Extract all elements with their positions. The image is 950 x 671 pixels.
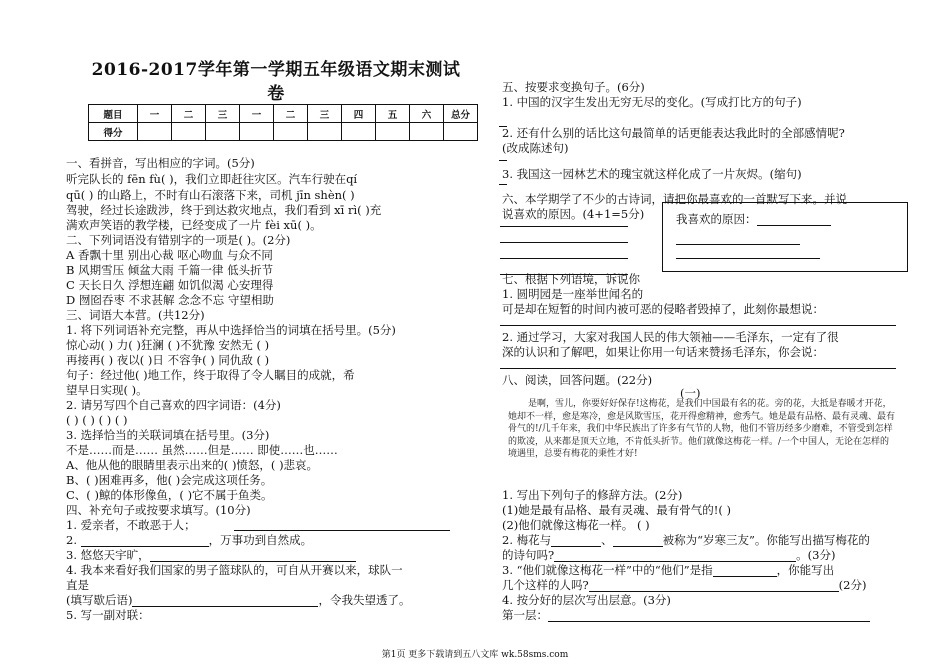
right-line: 七、根据下列语境，诉说你: [502, 272, 640, 286]
score-cell: 一: [138, 105, 172, 123]
score-cell: 三: [206, 105, 240, 123]
left-line: 1. 将下列词语补充完整，再从中选择恰当的词填在括号里。(5分): [66, 323, 396, 337]
score-cell: 五: [376, 105, 410, 123]
answer-line[interactable]: [500, 368, 896, 369]
left-line: 直是: [66, 578, 89, 592]
reason-line[interactable]: [676, 258, 820, 259]
exam-title: [70, 58, 482, 106]
left-line: 再接再( ) 夜以( )日 不容争( ) 同仇敌 ( ): [66, 353, 270, 367]
right-fill: 、: [601, 533, 613, 547]
right-fill: 被称为“岁寒三友”。你能写出描写梅花的: [662, 533, 870, 547]
left-line: D 囫囵吞枣 不求甚解 念念不忘 守望相助: [66, 293, 274, 307]
answer-line[interactable]: [234, 530, 450, 531]
right-line: [502, 533, 870, 547]
poem-line[interactable]: [500, 226, 628, 227]
right-line: 说喜欢的原因。(4+1=5分): [502, 207, 645, 221]
left-line: C、( )鲸的体形像鱼，( )它不属于鱼类。: [66, 488, 273, 502]
right-line: 六、本学期学了不少的古诗词，请把你最喜欢的一首默写下来。并说: [502, 192, 847, 206]
box-label: 我喜欢的原因：: [676, 212, 757, 226]
left-line: A、他从他的眼睛里表示出来的( )愤怒，( )悲哀。: [66, 458, 319, 472]
left-line: 二、下列词语没有错别字的一项是( )。(2分): [66, 233, 291, 247]
page-footer: 第1页 更多下载请到五八文库 wk.58sms.com: [381, 650, 569, 660]
answer-blank[interactable]: [81, 535, 209, 547]
left-line: 4. 我本来看好我们国家的男子篮球队的，可自从开赛以来，球队一: [66, 563, 403, 577]
answer-blank[interactable]: [713, 565, 777, 577]
right-line: (2)他们就像这梅花一样。 ( ): [502, 518, 650, 532]
score-cell: 一: [240, 105, 274, 123]
score-cell: 总分: [444, 105, 478, 123]
score-input-cell[interactable]: [240, 123, 274, 141]
left-line: 句子：经过他( )地工作，终于取得了令人瞩目的成就，希: [66, 368, 355, 382]
right-fill: ，你能写出: [776, 563, 835, 577]
title-line-2: 卷: [267, 84, 285, 104]
right-line: [502, 563, 834, 577]
left-line: B、( )困难再多，他( )会完成这项任务。: [66, 473, 273, 487]
left-line: 5. 写一副对联：: [66, 608, 150, 622]
left-line: ( ) ( ) ( ) ( ): [66, 413, 128, 427]
right-line: 2. 通过学习，大家对我国人民的伟大领袖——毛泽东，一定有了很: [502, 330, 839, 344]
left-line: 1. 爱亲者，不敢恶于人；: [66, 518, 196, 532]
right-line: 4. 按分好的层次写出层意。(3分): [502, 593, 671, 607]
title-line-1: 2016-2017学年第一学期五年级语文期末测试: [91, 60, 461, 80]
reading-passage: 是啊，雪儿，你要好好保存!这梅花，是我们中国最有名的花。旁的花，大抵是春暖才开花，她却不一样，愈是寒冷，愈是风欺雪压，花开得愈精神，愈秀气。她是最有品格、最有灵魂、最有骨气的!/几千年来，我们中华民族出了许多有气节的人物，他们不管历经多少磨难，不管受到怎样的欺凌，从来都是顶天立地，不肯低头折节。他们就像这梅花一样。/一个中国人，无论在怎样的境遇里，总要有梅花的秉性才好!: [508, 399, 896, 459]
score-input-cell[interactable]: [308, 123, 342, 141]
answer-line[interactable]: [499, 160, 507, 161]
left-line: B 风期雪压 倾盆大雨 千篇一律 低头折节: [66, 263, 274, 277]
score-row-label: 得分: [89, 123, 138, 141]
score-cell: 题目: [89, 105, 138, 123]
left-line-text: (填写歇后语): [66, 593, 133, 607]
left-line: 惊心动( ) 力( )狂澜 ( )不犹豫 安然无 ( ): [66, 338, 270, 352]
right-line: 可是却在短暂的时间内被可恶的侵略者毁掉了，此刻你最想说：: [502, 302, 824, 316]
answer-line[interactable]: [500, 325, 896, 326]
left-line: C 天长日久 浮想连翩 如饥似渴 心安理得: [66, 278, 274, 292]
right-line: 五、按要求变换句子。(6分): [502, 80, 645, 94]
left-line: 满欢声笑语的教学楼，已经变成了一片 fèi xū( )。: [66, 218, 322, 232]
right-line-text: 的诗句吗?: [502, 548, 555, 562]
right-line: (1)她是最有品格、最有灵魂、最有骨气的!( ): [502, 503, 732, 517]
right-line: (改成陈述句): [502, 141, 569, 155]
answer-blank[interactable]: [132, 595, 318, 607]
left-line: 望早日实现( )。: [66, 383, 148, 397]
left-line: 驾驶，经过长途跋涉，终于到达救灾地点，我们看到 xī rì( )充: [66, 203, 382, 217]
answer-blank[interactable]: [554, 550, 796, 562]
score-cell: 二: [172, 105, 206, 123]
right-line: [502, 608, 870, 622]
answer-blank[interactable]: [548, 610, 870, 622]
reason-blank[interactable]: [757, 214, 831, 226]
score-input-cell[interactable]: [342, 123, 376, 141]
right-line: 1. 写出下列句子的修辞方法。(2分): [502, 488, 683, 502]
left-line: A 香飘十里 别出心裁 呕心吻血 与众不同: [66, 248, 273, 262]
score-input-cell[interactable]: [138, 123, 172, 141]
left-line: 不是……而是…… 虽然……但是…… 即使……也……: [66, 443, 338, 457]
score-cell: 六: [410, 105, 444, 123]
left-line: 2. 请另写四个自己喜欢的四字词语：(4分): [66, 398, 281, 412]
answer-blank[interactable]: [150, 550, 356, 562]
left-line: 三、词语大本营。(共12分): [66, 308, 205, 322]
score-table-header: [89, 105, 478, 123]
left-fill-suffix: ，令我失望透了。: [318, 593, 411, 607]
right-fill: 。(3分): [796, 548, 836, 562]
score-cell: 二: [274, 105, 308, 123]
left-line: [66, 533, 312, 547]
left-line-text: 3. 悠悠天宇旷，: [66, 548, 150, 562]
right-line: 1. 中国的汉字生发出无穷无尽的变化。(写成打比方的句子): [502, 95, 802, 109]
right-line: 深的认识和了解吧，如果让你用一句话来赞扬毛泽东，你会说：: [502, 345, 824, 359]
left-line: 四、补充句子或按要求填写。(10分): [66, 503, 251, 517]
right-line: [502, 548, 835, 562]
answer-blank[interactable]: [613, 535, 663, 547]
right-line-text: 3. “他们就像这梅花一样”中的“他们”是指: [502, 563, 713, 577]
passage-label: (一): [680, 386, 701, 400]
score-input-cell[interactable]: [410, 123, 444, 141]
right-line: 八、阅读，回答问题。(22分): [502, 373, 653, 387]
left-line: 一、看拼音，写出相应的字词。(5分): [66, 156, 255, 170]
score-input-cell[interactable]: [274, 123, 308, 141]
reason-line[interactable]: [676, 244, 800, 245]
left-line: 3. 选择恰当的关联词填在括号里。(3分): [66, 428, 270, 442]
answer-blank[interactable]: [589, 580, 839, 592]
reason-label: [676, 212, 831, 226]
left-line: 听完队长的 fēn fù( )，我们立即赶往灾区。汽车行驶在qí: [66, 172, 358, 186]
poem-line[interactable]: [500, 242, 628, 243]
right-line-text: 第一层：: [502, 608, 548, 622]
right-fill: (2分): [838, 578, 867, 592]
answer-line[interactable]: [499, 184, 507, 185]
left-line-text: 2.: [66, 533, 81, 547]
right-line: [502, 578, 866, 592]
score-cell: 四: [342, 105, 376, 123]
score-cell: 三: [308, 105, 342, 123]
answer-blank[interactable]: [551, 535, 601, 547]
left-fill-suffix: ，万事功到自然成。: [208, 533, 313, 547]
left-line: qū( ) 的山路上，不时有山石滚落下来，司机 jīn shèn( ): [66, 188, 355, 202]
score-input-cell[interactable]: [444, 123, 478, 141]
right-line-text: 几个这样的人吗?: [502, 578, 589, 592]
right-line: 3. 我国这一园林艺术的瑰宝就这样化成了一片灰烬。(缩句): [502, 167, 802, 181]
left-line: [66, 548, 356, 562]
poem-line[interactable]: [500, 258, 628, 259]
score-input-cell[interactable]: [206, 123, 240, 141]
right-line-text: 2. 梅花与: [502, 533, 552, 547]
score-table-row: [89, 123, 478, 141]
left-line: [66, 593, 410, 607]
score-input-cell[interactable]: [172, 123, 206, 141]
right-line: 1. 圆明园是一座举世闻名的: [502, 287, 644, 301]
score-input-cell[interactable]: [376, 123, 410, 141]
score-table: [88, 104, 478, 141]
right-line: 2. 还有什么别的话比这句最简单的话更能表达我此时的全部感情呢?: [502, 126, 845, 140]
